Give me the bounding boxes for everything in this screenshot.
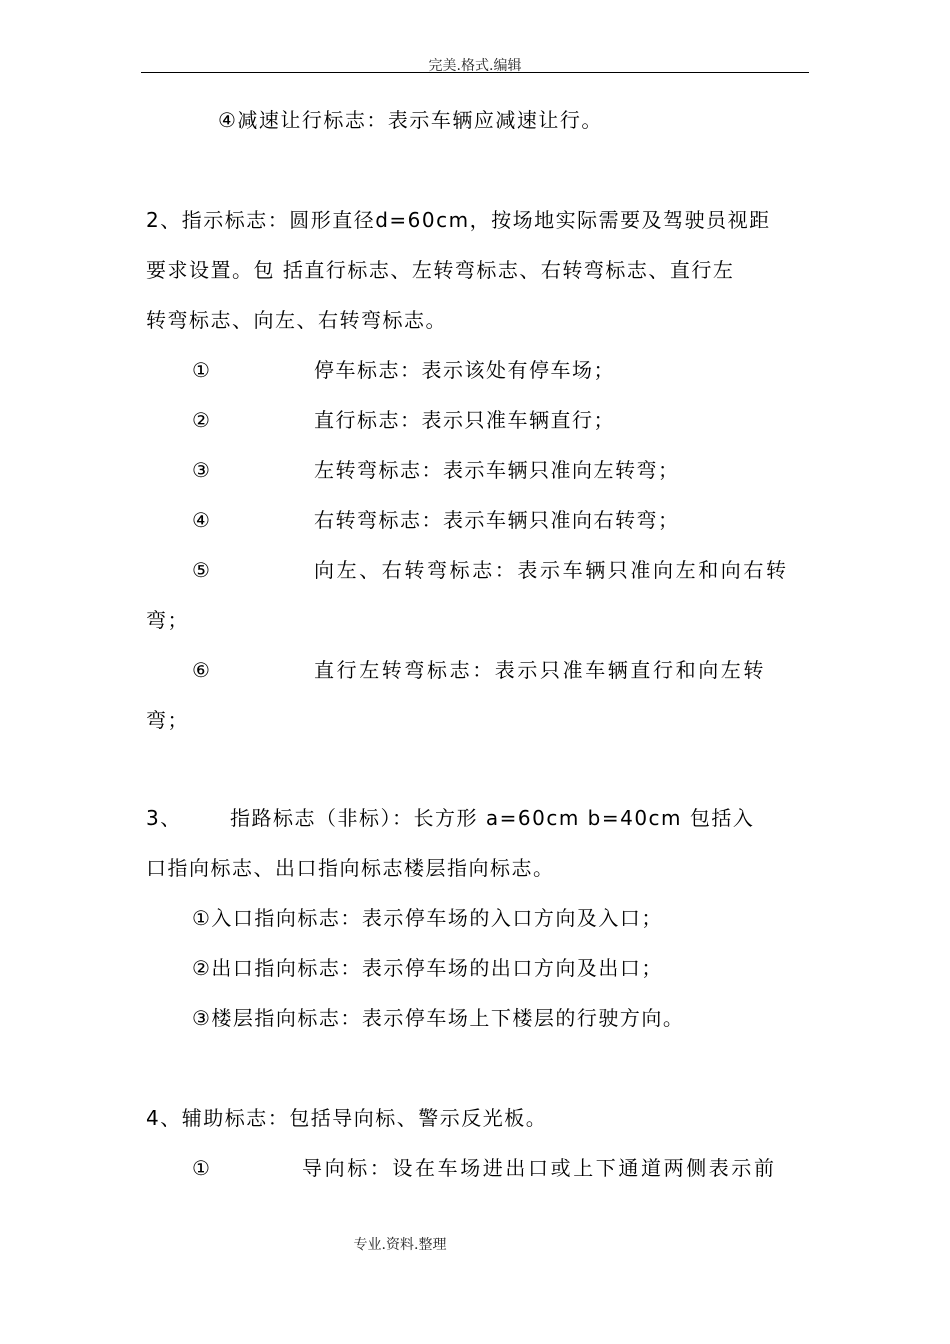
s2-item1-marker: ① xyxy=(192,358,210,382)
s4-line1: 4、辅助标志：包括导向标、警示反光板。 xyxy=(146,1106,548,1130)
s2-item5-text: 向左、右转弯标志：表示车辆只准向左和向右转 xyxy=(314,558,789,582)
s3-item3: ③楼层指向标志：表示停车场上下楼层的行驶方向。 xyxy=(192,1006,685,1030)
s2-item3-marker: ③ xyxy=(192,458,210,482)
s2-item5-marker: ⑤ xyxy=(192,558,210,582)
s2-item3-text: 左转弯标志：表示车辆只准向左转弯； xyxy=(314,458,680,482)
header-rule xyxy=(141,72,809,73)
s2-item1-text: 停车标志：表示该处有停车场； xyxy=(314,358,615,382)
s2-line3: 转弯标志、向左、右转弯标志。 xyxy=(146,308,447,332)
s2-line2: 要求设置。包 括直行标志、左转弯标志、右转弯标志、直行左 xyxy=(146,258,735,282)
s2-item4-text: 右转弯标志：表示车辆只准向右转弯； xyxy=(314,508,680,532)
s3-line1: 指路标志（非标）：长方形 a=60cm b=40cm 包括入 xyxy=(230,806,755,830)
s2-item4-marker: ④ xyxy=(192,508,210,532)
s3-item2: ②出口指向标志：表示停车场的出口方向及出口； xyxy=(192,956,663,980)
s2-item6-marker: ⑥ xyxy=(192,658,210,682)
s2-item2-text: 直行标志：表示只准车辆直行； xyxy=(314,408,615,432)
s2-line1: 2、指示标志：圆形直径d=60cm，按场地实际需要及驾驶员视距 xyxy=(146,208,771,232)
s3-line2: 口指向标志、出口指向标志楼层指向标志。 xyxy=(146,856,555,880)
s1-item4: ④减速让行标志：表示车辆应减速让行。 xyxy=(218,108,603,132)
s2-item5-cont: 弯； xyxy=(146,608,189,632)
s3-item1: ①入口指向标志：表示停车场的入口方向及入口； xyxy=(192,906,663,930)
s2-item2-marker: ② xyxy=(192,408,210,432)
s2-item6-text: 直行左转弯标志：表示只准车辆直行和向左转 xyxy=(314,658,766,682)
s2-item6-cont: 弯； xyxy=(146,708,189,732)
page-footer: 专业.资料.整理 xyxy=(353,1237,447,1253)
s4-item1-text: 导向标：设在车场进出口或上下通道两侧表示前 xyxy=(302,1156,777,1180)
s4-item1-marker: ① xyxy=(192,1156,210,1180)
s3-number: 3、 xyxy=(146,806,182,830)
page-header: 完美.格式.编辑 xyxy=(428,58,522,74)
